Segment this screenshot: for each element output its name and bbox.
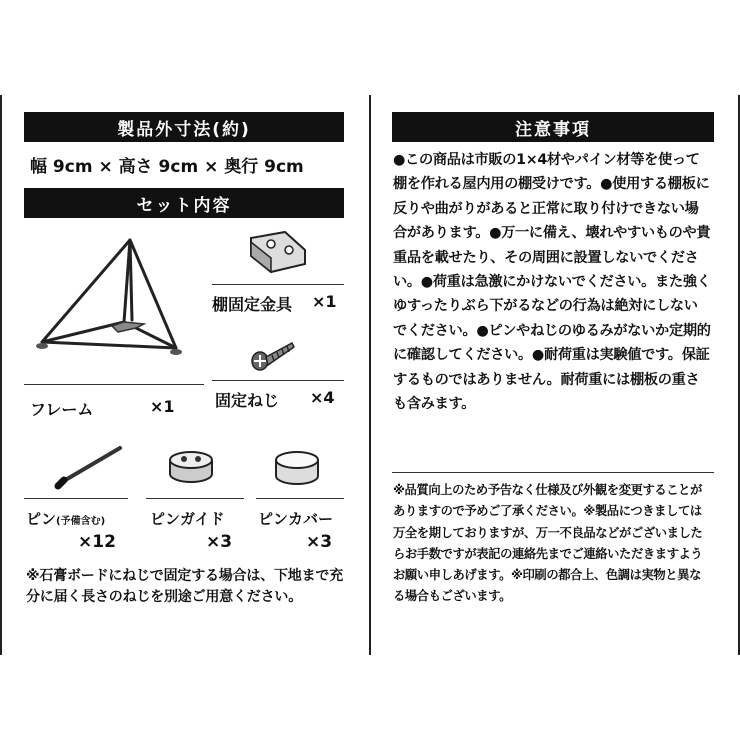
caution-header: 注意事項: [392, 112, 714, 142]
item-name-screw: 固定ねじ: [215, 391, 280, 410]
caution-text: ●この商品は市販の1×4材やパイン材等を使って棚を作れる屋内用の棚受けです。●使用する棚板に反りや曲がりがあると正常に取り付けできない場合があります。●万一に備え、壊れやすいものや貴重品を載せたり、その周囲に設置しないでください。●荷重は急激にかけないでください。また強くゆすったりぶら下がるなどの行為は絶対にしないでください。●ピンやねじのゆるみがないか定期的に確認してください。●耐荷重は実験値です。保証するものではありません。耐荷重には棚板の重さも含みます。: [393, 152, 711, 413]
item-qty-screw: ×4: [310, 388, 335, 407]
disclaimer-text: ※品質向上のため予告なく仕様及び外観を変更することがありますので予めご了承ください。※製品につきましては万全を期しておりますが、万一不良品などがございましたらお手数ですが表記の連絡先までご連絡いただきますようお願い申しあげます。※印刷の都合上、色調は実物と異なる場合もございます。: [393, 483, 703, 604]
separator-pin-cover: [256, 498, 344, 499]
separator-pin-guide: [146, 498, 244, 499]
dimensions-text: 幅 9cm × 高さ 9cm × 奥行 9cm: [30, 157, 304, 177]
item-qty-pin-guide: ×3: [206, 532, 233, 552]
item-name-pin-guide: ピンガイド: [150, 510, 225, 528]
separator-screw: [212, 380, 344, 381]
pin-guide-illustration: [166, 446, 216, 486]
item-qty-frame: ×1: [150, 397, 175, 416]
item-qty-bracket: ×1: [312, 292, 337, 311]
item-name-pin: [26, 508, 105, 529]
frame-illustration: [32, 232, 192, 362]
center-divider: [369, 95, 371, 655]
contents-header: セット内容: [24, 188, 344, 218]
pin-illustration: [50, 442, 130, 492]
separator-bracket: [212, 284, 344, 285]
item-name-pin-cover: ピンカバー: [258, 510, 334, 528]
bracket-illustration: [245, 228, 315, 278]
screw-illustration: [250, 335, 300, 375]
drywall-note: ※石膏ボードにねじで固定する場合は、下地まで充分に届く長さのねじを別途ご用意ください。: [26, 568, 344, 605]
separator-pin: [24, 498, 128, 499]
item-qty-pin: ×12: [78, 532, 116, 552]
dimensions-header: 製品外寸法(約): [24, 112, 344, 142]
item-name-frame: フレーム: [30, 400, 94, 419]
item-name-pin-main: ピン: [26, 510, 57, 528]
separator-caution: [392, 472, 714, 473]
separator-frame: [24, 384, 204, 385]
item-name-pin-sub: (予備含む): [56, 516, 106, 527]
item-qty-pin-cover: ×3: [306, 532, 333, 552]
item-name-bracket: 棚固定金具: [212, 295, 293, 314]
pin-cover-illustration: [272, 448, 322, 488]
left-border: [0, 95, 2, 655]
